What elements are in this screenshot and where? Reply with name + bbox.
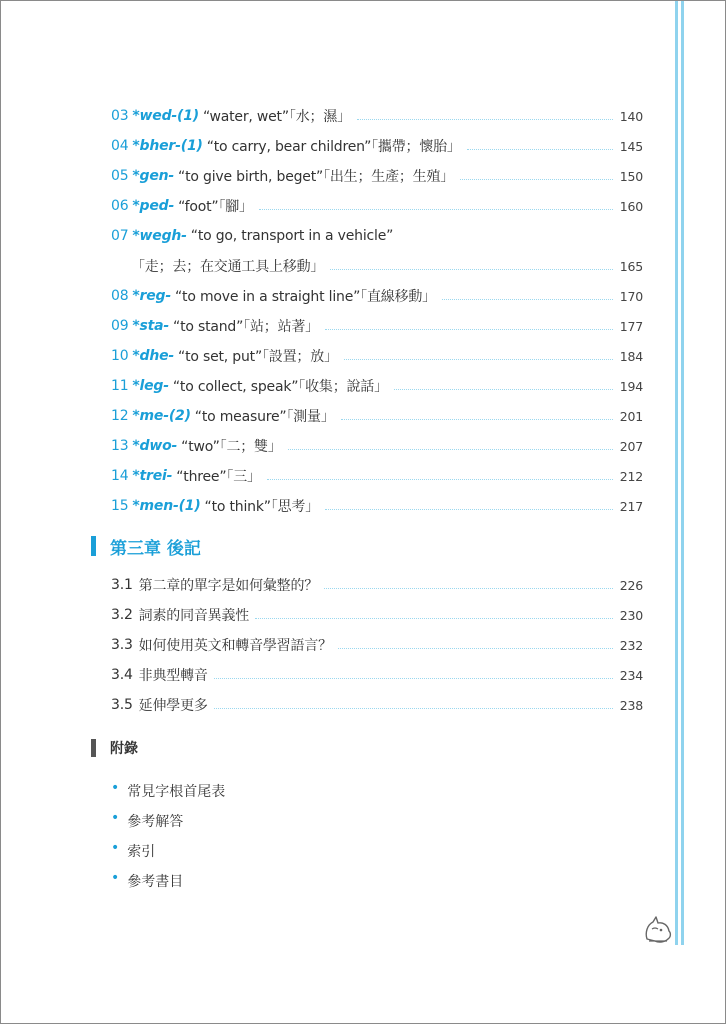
entry-root: *leg- [132,378,169,394]
section-entry[interactable] [111,600,643,630]
entry-root: *ped- [132,198,175,214]
dot-leader [341,419,613,420]
entry-page: 177 [619,318,643,334]
toc-entry[interactable] [111,401,643,431]
section-number: 3.2 [111,607,133,623]
toc-entry[interactable] [111,281,643,311]
entry-number: 04 [111,138,129,154]
dot-leader [288,449,613,450]
dot-leader [267,479,613,480]
section-entry[interactable] [111,690,643,720]
bullet-icon: • [111,780,120,796]
chapter3-heading[interactable] [91,535,201,557]
dot-leader [442,299,613,300]
appendix-item[interactable] [111,806,225,836]
chapter2-entry-list [111,101,643,521]
entry-gloss: “foot”「腳」 [178,199,253,215]
entry-number: 10 [111,348,129,364]
entry-number: 07 [111,228,129,244]
entry-root: *trei- [132,468,173,484]
appendix-title: 附錄 [110,741,138,757]
toc-entry[interactable] [111,491,643,521]
toc-entry[interactable] [111,341,643,371]
toc-entry[interactable] [111,131,643,161]
toc-entry[interactable] [111,371,643,401]
entry-number: 08 [111,288,129,304]
appendix-item-label: 常見字根首尾表 [127,784,226,800]
entry-root: *gen- [132,168,175,184]
entry-gloss: 「走；去；在交通工具上移動」 [131,259,325,275]
entry-number: 15 [111,498,129,514]
toc-entry[interactable] [111,161,643,191]
heading-marker [91,739,96,757]
entry-gloss: “to stand”「站；站著」 [173,319,319,335]
appendix-item[interactable] [111,776,225,806]
heading-marker [91,536,96,556]
entry-number: 13 [111,438,129,454]
dot-leader [460,179,613,180]
entry-page: 201 [619,408,643,424]
chapter3-title: 第三章 後記 [110,538,201,559]
dot-leader [338,648,613,649]
entry-gloss: “to go, transport in a vehicle” [190,228,394,244]
entry-gloss: “to collect, speak”「收集；說話」 [172,379,388,395]
section-number: 3.4 [111,667,133,683]
appendix-item-label: 索引 [127,844,156,860]
section-page: 226 [619,577,643,593]
bullet-icon: • [111,810,120,826]
section-number: 3.3 [111,637,133,653]
entry-page: 170 [619,288,643,304]
section-title: 詞素的同音異義性 [138,608,250,624]
toc-entry-continuation[interactable] [111,251,643,281]
appendix-item-label: 參考解答 [127,814,184,830]
dot-leader [255,618,613,619]
appendix-item[interactable] [111,866,225,896]
section-title: 第二章的單字是如何彙整的？ [138,578,319,594]
entry-gloss: “to give birth, beget”「出生；生產；生殖」 [178,169,455,185]
toc-entry[interactable] [111,191,643,221]
entry-number: 12 [111,408,129,424]
appendix-item-label: 參考書目 [127,874,184,890]
section-number: 3.5 [111,697,133,713]
entry-root: *sta- [132,318,170,334]
section-entry[interactable] [111,660,643,690]
entry-gloss: “to carry, bear children”「攜帶；懷胎」 [206,139,461,155]
section-title: 延伸學更多 [138,698,208,714]
page-edge-line [675,1,678,945]
entry-gloss: “to measure”「測量」 [194,409,335,425]
toc-entry[interactable] [111,461,643,491]
entry-page: 160 [619,198,643,214]
dot-leader [467,149,613,150]
entry-number: 09 [111,318,129,334]
dot-leader [330,269,613,270]
entry-number: 05 [111,168,129,184]
entry-page: 140 [619,108,643,124]
entry-number: 11 [111,378,129,394]
entry-gloss: “water, wet”「水；濕」 [202,109,351,125]
appendix-heading[interactable] [91,738,138,758]
section-title: 如何使用英文和轉音學習語言？ [138,638,332,654]
entry-gloss: “to set, put”「設置；放」 [178,349,338,365]
bullet-icon: • [111,840,120,856]
entry-gloss: “three”「三」 [176,469,261,485]
entry-gloss: “to move in a straight line”「直線移動」 [174,289,436,305]
entry-page: 184 [619,348,643,364]
entry-root: *dwo- [132,438,178,454]
entry-number: 14 [111,468,129,484]
entry-root: *dhe- [132,348,175,364]
chapter3-section-list [111,570,643,720]
entry-page: 145 [619,138,643,154]
dot-leader [394,389,613,390]
entry-page: 194 [619,378,643,394]
dot-leader [214,708,613,709]
section-title: 非典型轉音 [138,668,208,684]
entry-page: 207 [619,438,643,454]
entry-page: 150 [619,168,643,184]
section-page: 230 [619,607,643,623]
section-entry[interactable] [111,570,643,600]
appendix-item[interactable] [111,836,225,866]
entry-root: *wed-(1) [132,108,199,124]
entry-root: *reg- [132,288,171,304]
dot-leader [325,329,613,330]
entry-page: 217 [619,498,643,514]
entry-page: 212 [619,468,643,484]
corner-logo-icon [641,913,675,947]
dot-leader [259,209,613,210]
entry-root: *wegh- [132,228,187,244]
bullet-icon: • [111,870,120,886]
dot-leader [357,119,613,120]
toc-entry[interactable] [111,101,643,131]
section-page: 232 [619,637,643,653]
entry-root: *men-(1) [132,498,201,514]
entry-root: *me-(2) [132,408,191,424]
entry-number: 03 [111,108,129,124]
toc-entry[interactable] [111,221,643,251]
entry-root: *bher-(1) [132,138,203,154]
dot-leader [325,509,613,510]
section-number: 3.1 [111,577,133,593]
appendix-list [111,776,225,896]
dot-leader [324,588,613,589]
entry-number: 06 [111,198,129,214]
entry-page: 165 [619,258,643,274]
dot-leader [214,678,613,679]
section-page: 234 [619,667,643,683]
toc-entry[interactable] [111,311,643,341]
dot-leader [344,359,613,360]
entry-gloss: “to think”「思考」 [204,499,319,515]
section-page: 238 [619,697,643,713]
toc-entry[interactable] [111,431,643,461]
section-entry[interactable] [111,630,643,660]
entry-gloss: “two”「二；雙」 [181,439,282,455]
page-edge-line [681,1,684,945]
